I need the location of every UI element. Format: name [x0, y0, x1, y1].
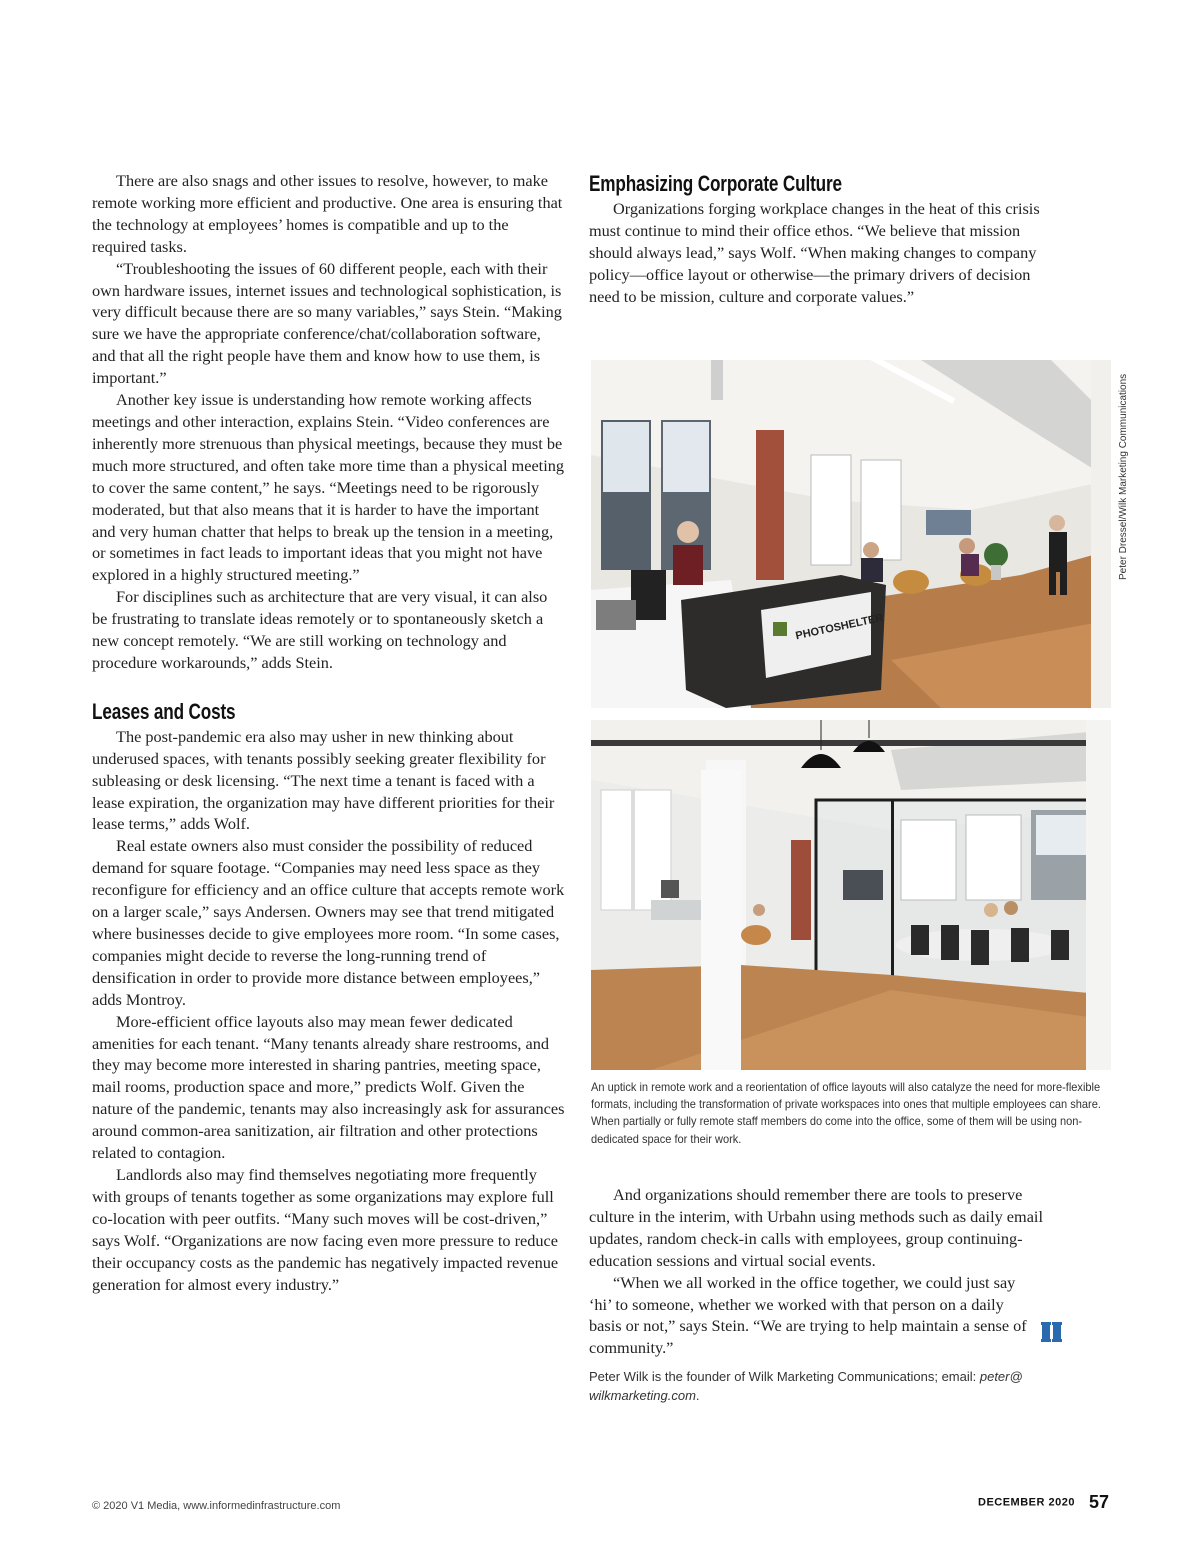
- issue-date: DECEMBER 2020: [978, 1496, 1075, 1509]
- photo-credit: Peter Dressel/Wilk Marketing Communications: [1118, 373, 1129, 580]
- right-column: [589, 170, 1113, 308]
- paragraph: Organizations forging workplace changes in the heat of this crisis must continue to mind their office ethos. “We believe that mission should always lead,” says Wolf. “When making changes to company policy—office layout or otherwise—the primary drivers of decision need to be mission, culture and corporate values.”: [589, 199, 1040, 306]
- paragraph: The post-pandemic era also may usher in new thinking about underused spaces, with tenants possibly seeking greater flexibility for subleasing or desk licensing. “The next time a tenant is faced with a lease expiration, the organization may have different priorities for their lease terms,” adds Wolf.: [92, 726, 555, 834]
- photo-caption: An uptick in remote work and a reorientation of office layouts will also catalyze the need for more-flexible formats, including the transformation of private workspaces into ones that multiple employees can share. When partially or fully remote staff members do come into the office, some of them will be using non-dedicated space for their work.: [591, 1080, 1101, 1146]
- author-bio: [589, 1367, 1059, 1405]
- bio-end: .: [695, 1388, 700, 1403]
- svg-text:PHOTOSHELTER: PHOTOSHELTER: [794, 611, 885, 643]
- bio-text: Peter Wilk is the founder of Wilk Marketing Communications; email:: [589, 1369, 980, 1384]
- paragraph: “When we all worked in the office together, we could just say ‘hi’ to someone, whether we worked with that person on a daily basis or not,” says Stein. “We are trying to help maintain a sense of community.”: [589, 1272, 1027, 1358]
- page-number: 57: [1088, 1492, 1110, 1512]
- paragraph: And organizations should remember there are tools to preserve culture in the interim, with Urbahn using methods such as daily email updates, random check-in calls with employees, group continuing-education sessions and virtual social events.: [589, 1185, 1043, 1270]
- section-heading-leases: Leases and Costs: [92, 698, 236, 724]
- paragraph: Real estate owners also must consider the possibility of reduced demand for square footage. “Companies may need less space as they reconfigure for efficiency and an office culture that accepts remote work on a larger scale,” says Andersen. Owners may see that trend mitigated where businesses decide to give employees more room. “In some cases, companies might decide to reverse the long-running trend of densification in order to provide more distance between employees,” adds Montroy.: [92, 836, 565, 1009]
- office-reception-photo: [591, 360, 1111, 708]
- end-of-article-icon: [1041, 1322, 1063, 1342]
- bio-email-link[interactable]: peter@ wilkmarketing.com: [589, 1369, 1023, 1403]
- left-paragraphs-2: [92, 726, 566, 1296]
- paragraph: Another key issue is understanding how remote working affects meetings and other interaction, explains Stein. “Video conferences are inherently more strenuous than physical meetings, because they must be much more structured, and often take more time than a physical meeting to cover the same content,” he says. “Meetings need to be rigorously moderated, but that also means that it is harder to have the important and very human chatter that helps to break up the tension in a meeting, or sometimes in fact leads to important ideas that you might not have explored in a highly structured meeting.”: [92, 390, 564, 585]
- office-meeting-room-photo: [591, 720, 1111, 1070]
- paragraph: More-efficient office layouts also may mean fewer dedicated amenities for each tenant. “Many tenants already share restrooms, and they may become more interested in sharing pantries, meeting space, mail rooms, production space and more,” predicts Wolf. Given the nature of the pandemic, tenants may also increasingly ask for assurances around common-area sanitization, air filtration and other protections related to contagion.: [92, 1011, 565, 1163]
- paragraph: For disciplines such as architecture that are very visual, it can also be frustrating to translate ideas remotely or to spontaneously sketch a new concept remotely. “We are still working on technology and procedure workarounds,” adds Stein.: [92, 587, 548, 672]
- left-paragraphs-1: [92, 170, 566, 674]
- left-column: [92, 170, 566, 1295]
- footer-copyright: © 2020 V1 Media, www.informedinfrastructure.com: [92, 1500, 341, 1512]
- section-heading-culture: Emphasizing Corporate Culture: [589, 171, 842, 196]
- footer-folio: [978, 1492, 1109, 1513]
- paragraph: There are also snags and other issues to resolve, however, to make remote working more efficient and productive. One area is ensuring that the technology at employees’ homes is compatible and up to the required tasks.: [92, 171, 563, 256]
- paragraph: “Troubleshooting the issues of 60 different people, each with their own hardware issues, internet issues and technological sophistication, is very difficult because there are so many variables,” says Stein. “Making sure we have the appropriate conference/chat/collaboration software, and that all the right people have them and know how to use them, is important.”: [92, 258, 562, 388]
- right-column-lower: [589, 1184, 1063, 1359]
- paragraph: Landlords also may find themselves negotiating more frequently with groups of tenants together as some organizations may explore full co-location with peer outfits. “Many such moves will be cost-driven,” says Wolf. “Organizations are now facing even more pressure to reduce their occupancy costs as the pandemic has negatively impacted revenue generation for almost every industry.”: [92, 1164, 559, 1294]
